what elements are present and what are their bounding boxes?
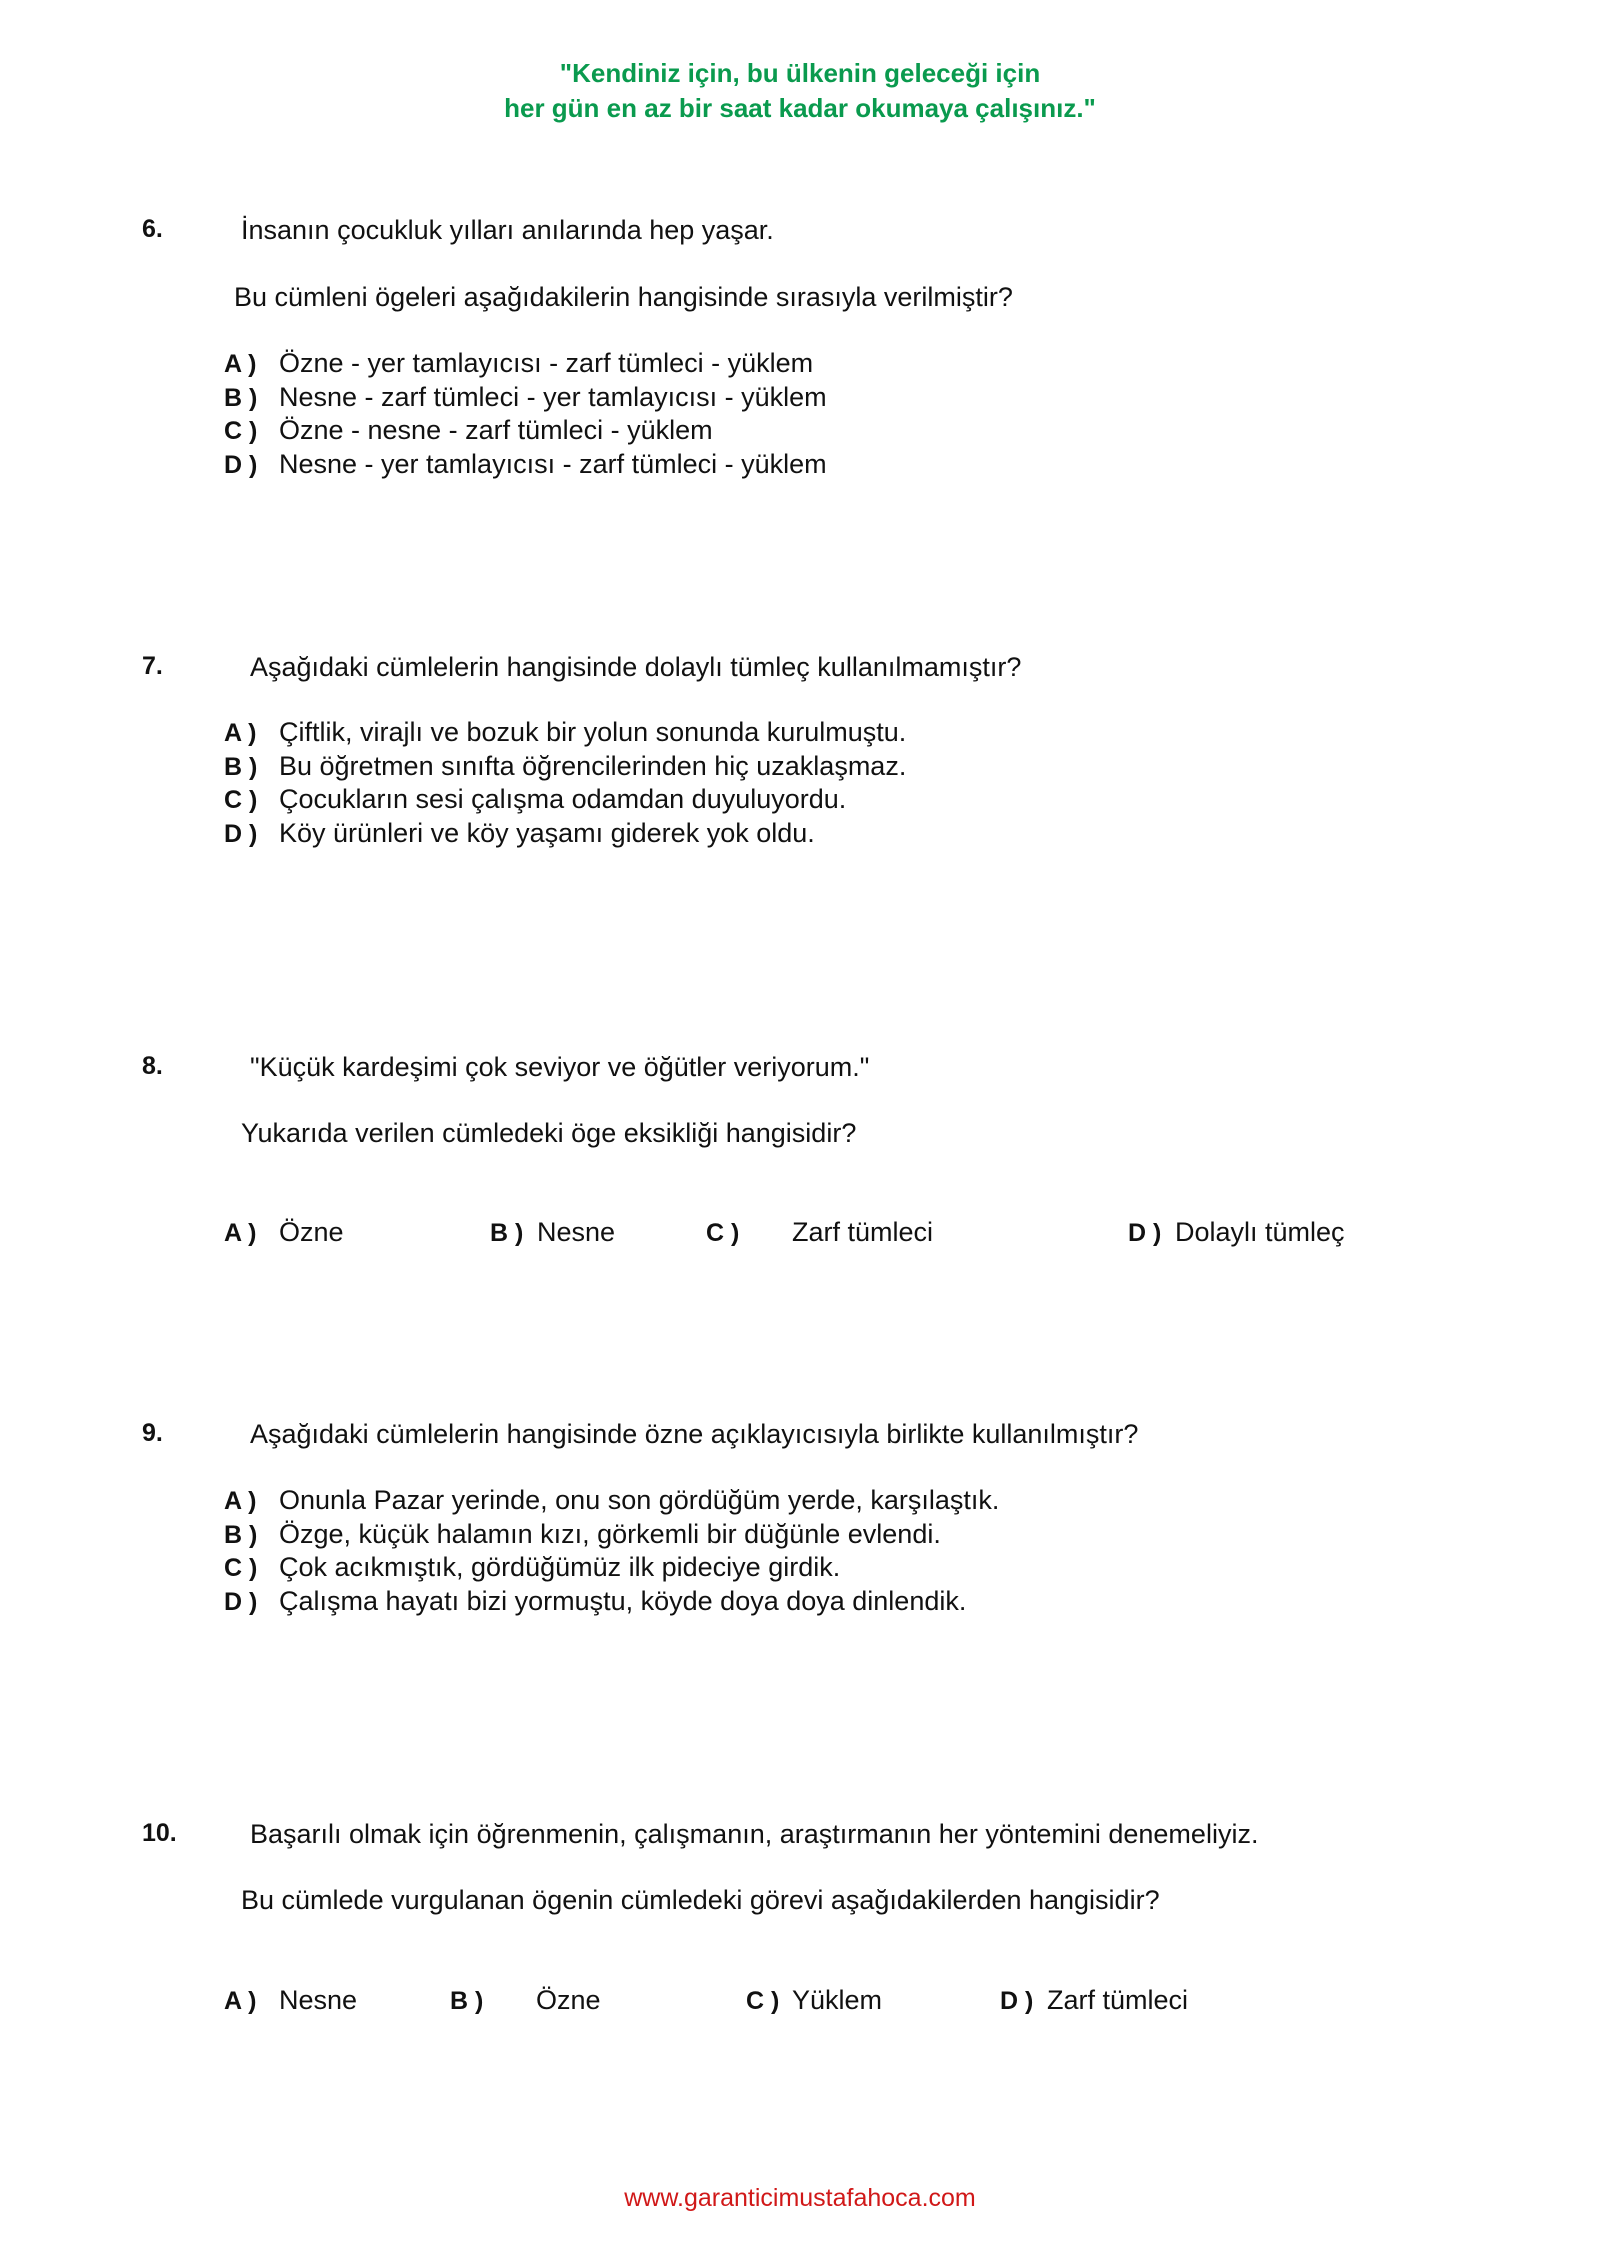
option-c[interactable] xyxy=(224,783,906,817)
option-a[interactable] xyxy=(224,1484,999,1518)
option-b[interactable] xyxy=(224,1518,999,1552)
option-text: Yüklem xyxy=(792,1985,883,2015)
option-letter: B ) xyxy=(224,1520,258,1549)
option-letter: C ) xyxy=(224,1554,258,1582)
option-text: Zarf tümleci xyxy=(792,1217,934,1247)
option-text: Dolaylı tümleç xyxy=(1175,1217,1345,1247)
option-letter: D ) xyxy=(224,1587,258,1616)
option-text: Zarf tümleci xyxy=(1047,1985,1189,2015)
option-text: Çocukların sesi çalışma odamdan duyuluyordu. xyxy=(279,784,847,814)
option-b[interactable] xyxy=(224,381,827,415)
question-number: 10. xyxy=(142,1819,177,1847)
option-text: Özne xyxy=(279,1217,344,1247)
option-list xyxy=(224,347,827,481)
option-d[interactable] xyxy=(1000,1984,1189,2017)
option-a[interactable] xyxy=(224,716,906,750)
option-letter: D ) xyxy=(224,450,258,479)
header-line-2: her gün en az bir saat kadar okumaya çalışınız." xyxy=(504,93,1096,123)
option-c[interactable] xyxy=(746,1984,883,2017)
option-text: Nesne xyxy=(279,1985,358,2015)
question-stem: Başarılı olmak için öğrenmenin, çalışmanın, araştırmanın her yöntemini denemeliyiz. xyxy=(250,1819,1259,1849)
option-letter: A ) xyxy=(224,350,257,378)
option-text: Çiftlik, virajlı ve bozuk bir yolun sonunda kurulmuştu. xyxy=(279,717,907,747)
option-text: Nesne - yer tamlayıcısı - zarf tümleci - yüklem xyxy=(279,448,827,479)
option-letter: C ) xyxy=(224,417,258,445)
option-letter: B ) xyxy=(224,752,258,781)
option-letter: A ) xyxy=(224,1219,257,1247)
option-text: Çalışma hayatı bizi yormuştu, köyde doya doya dinlendik. xyxy=(279,1585,967,1616)
option-a[interactable] xyxy=(224,347,827,381)
option-text: Köy ürünleri ve köy yaşamı giderek yok oldu. xyxy=(279,817,815,848)
option-letter: C ) xyxy=(746,1987,780,2015)
option-list xyxy=(224,716,906,850)
option-letter: A ) xyxy=(224,1987,257,2015)
question-stem: Aşağıdaki cümlelerin hangisinde dolaylı tümleç kullanılmamıştır? xyxy=(250,652,1022,682)
header-line-1: "Kendiniz için, bu ülkenin geleceği için xyxy=(559,58,1041,88)
page-header-quote xyxy=(0,56,1600,126)
option-letter: D ) xyxy=(224,819,258,848)
option-letter: D ) xyxy=(1128,1219,1162,1247)
option-letter: C ) xyxy=(224,786,258,814)
option-d[interactable] xyxy=(224,1585,999,1619)
option-a[interactable] xyxy=(224,1216,344,1249)
question-number: 7. xyxy=(142,652,163,680)
option-a[interactable] xyxy=(224,1984,358,2017)
option-letter: D ) xyxy=(1000,1987,1034,2015)
question-stem: İnsanın çocukluk yılları anılarında hep yaşar. xyxy=(241,215,774,245)
option-text: Nesne xyxy=(537,1217,616,1247)
question-prompt: Yukarıda verilen cümledeki öge eksikliği hangisidir? xyxy=(241,1118,857,1148)
option-text: Özge, küçük halamın kızı, görkemli bir düğünle evlendi. xyxy=(279,1518,941,1549)
option-letter: B ) xyxy=(490,1219,524,1247)
question-number: 6. xyxy=(142,215,163,243)
option-letter: A ) xyxy=(224,719,257,747)
option-c[interactable] xyxy=(224,414,827,448)
option-b[interactable] xyxy=(450,1984,601,2017)
option-text: Özne - nesne - zarf tümleci - yüklem xyxy=(279,415,713,445)
question-stem: Aşağıdaki cümlelerin hangisinde özne açıklayıcısıyla birlikte kullanılmıştır? xyxy=(250,1419,1139,1449)
question-prompt: Bu cümlede vurgulanan ögenin cümledeki görevi aşağıdakilerden hangisidir? xyxy=(241,1885,1160,1915)
option-b[interactable] xyxy=(490,1216,616,1249)
question-prompt: Bu cümleni ögeleri aşağıdakilerin hangisinde sırasıyla verilmiştir? xyxy=(234,282,1013,312)
option-text: Onunla Pazar yerinde, onu son gördüğüm yerde, karşılaştık. xyxy=(279,1485,1000,1515)
option-text: Özne - yer tamlayıcısı - zarf tümleci - yüklem xyxy=(279,348,814,378)
option-list xyxy=(224,1484,999,1618)
option-text: Bu öğretmen sınıfta öğrencilerinden hiç uzaklaşmaz. xyxy=(279,750,907,781)
option-c[interactable] xyxy=(224,1551,999,1585)
option-d[interactable] xyxy=(224,817,906,851)
question-number: 8. xyxy=(142,1052,163,1080)
question-number: 9. xyxy=(142,1419,163,1447)
option-letter: C ) xyxy=(706,1219,740,1247)
option-d[interactable] xyxy=(1128,1216,1345,1249)
option-text: Çok acıkmıştık, gördüğümüz ilk pideciye girdik. xyxy=(279,1552,841,1582)
option-letter: B ) xyxy=(450,1987,484,2015)
option-c[interactable] xyxy=(706,1216,934,1249)
option-d[interactable] xyxy=(224,448,827,482)
option-letter: A ) xyxy=(224,1487,257,1515)
option-text: Özne xyxy=(536,1985,601,2015)
footer-website-link[interactable]: www.garanticimustafahoca.com xyxy=(624,2184,976,2212)
option-letter: B ) xyxy=(224,383,258,412)
option-text: Nesne - zarf tümleci - yer tamlayıcısı - yüklem xyxy=(279,381,827,412)
option-b[interactable] xyxy=(224,750,906,784)
question-stem: "Küçük kardeşimi çok seviyor ve öğütler veriyorum." xyxy=(250,1052,870,1082)
